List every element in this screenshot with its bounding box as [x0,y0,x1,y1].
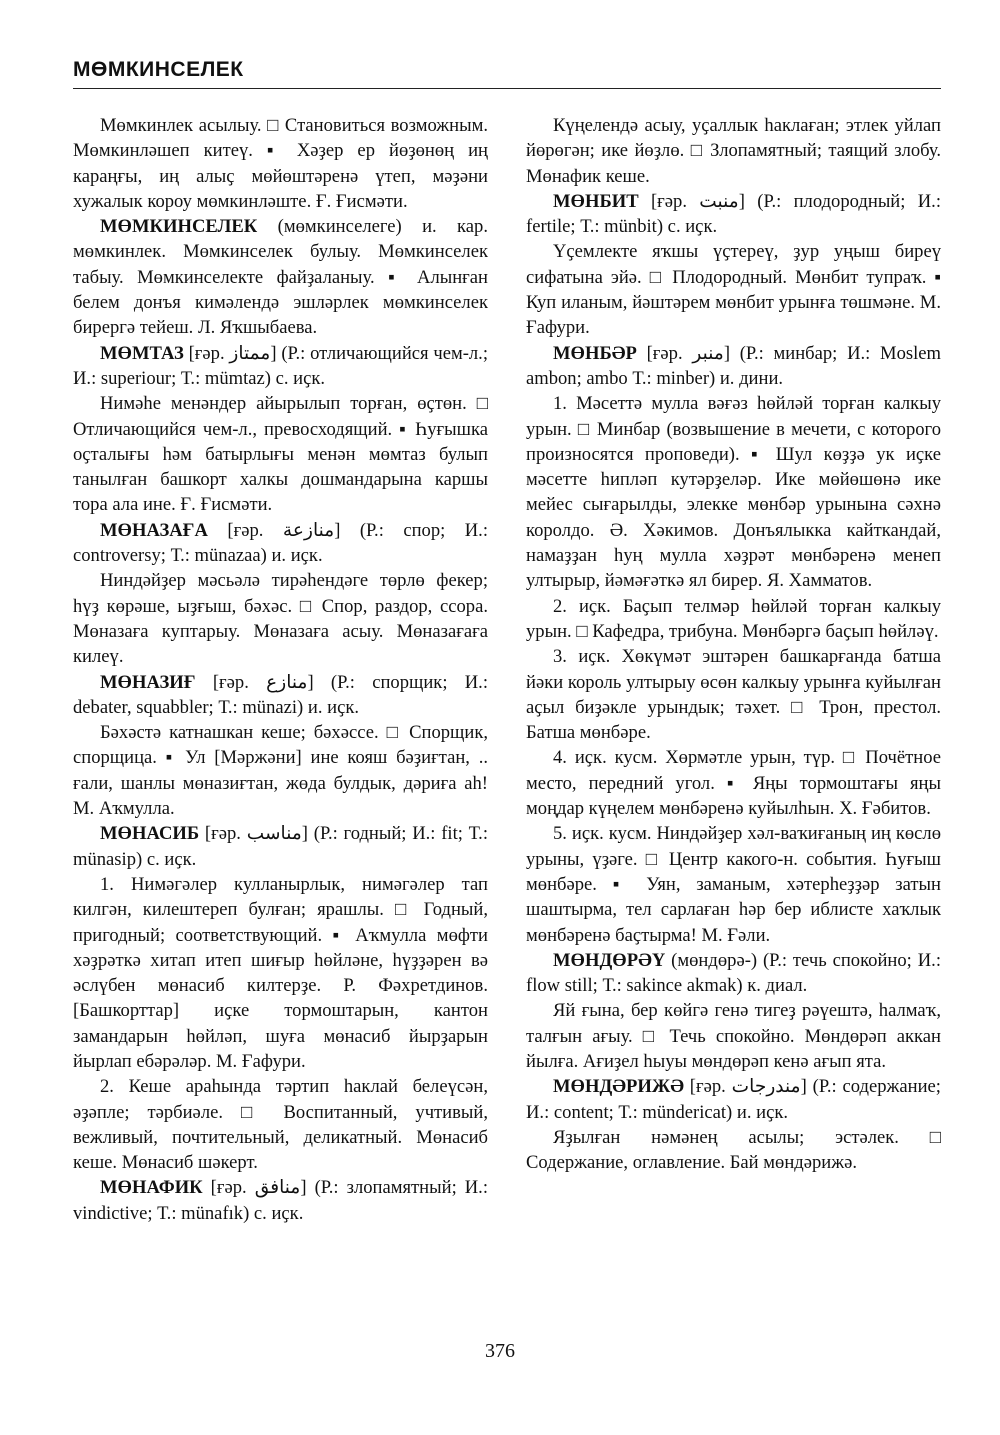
headword: МӨНДӘРИЖӘ [553,1076,684,1098]
entry-paragraph: Ниндәйҙер мәсьәлә тирәһендәге төрлө фекер; һүҙ көрәше, ыҙғыш, бәхәс. □ Спор, раздор, ссора. Мөназаға куптарыу. Мөназаға асыу. Мөназағаға килеү. [73,570,488,668]
dictionary-entry [73,670,488,822]
entry-grammar: [ғәр. منبر] (Р.: минбар; И.: Moslem ambon; ambo Т.: minber) и. дини. [526,342,941,389]
entry-sense: 1. Мәсеттә мулла вәғәз һөйләй торған калкыу урын. □ Минбар (возвышение в мечети, с которого произносятся проповеди). ▪ Шул көҙҙә ук иҫке мәсетте һипләп кутәрҙеләр. Ике мөйөшөнә ике мейес сығарылды, элекке мөнбәр урынына сәхнә королдо. Ә. Хәкимов. Донъялыкка кайткандай, намаҙҙан һуң мулла хәҙрәт мөнбәренә менеп ултырыр, йәмәғәткә ял бирер. Я. Хамматов. [526,393,941,592]
left-column [73,113,488,1226]
entry-sense: 2. Кеше араһында тәртип һаклай белеүсән, әҙәпле; тәрбиәле. □ Воспитанный, учтивый, вежливый, почтительный, деликатный. Мөнасиб кеше. Мөнасиб шәкерт. [73,1076,488,1174]
headword: МӨНАФИК [100,1177,203,1199]
entry-grammar: [ғәр. منبت] (Р.: плодородный; И.: fertile; Т.: münbit) с. иҫк. [526,190,941,238]
entry-paragraph: Яҙылған нәмәнең асылы; эстәлек. □ Содержание, оглавление. Бай мөндәрижә. [526,1126,941,1174]
entry-paragraph: Яй ғына, бер көйгә генә тигеҙ рәүештә, һалмаҡ, талғын ағыу. □ Течь спокойно. Мөндөрәп аккан йылға. Ағиҙел һыуы мөндөрәп кенә ағып ята. [526,1000,941,1072]
entry-paragraph: Күңелендә асыу, уҫаллык һаклаған; этлек уйлап йөрөгән; ике йөҙлө. □ Злопамятный; таящий злобу. Мөнафик кеше. [526,115,941,187]
entry-sense: 1. Нимәгәлер кулланырлык, нимәгәлер тап килгән, килештереп булған; ярашлы. □ Годный, пригодный; соответствующий. ▪ Аҡмулла мөфти хәҙрәткә хитап итеп шиғыр һөйләне, һүҙҙәрен вә әслүбен мөнасиб килтерҙе. Р. Фәхретдинов. [Башкорттар] иҫке тормоштарын, кантон замандарын һөйләп, шуға мөнасиб йырҙарын йырлап ебәрәләр. М. Ғафури. [73,873,488,1072]
headword: МӨНАСИБ [100,823,200,845]
headword: МӨНДӨРӘҮ [553,949,666,971]
headword: МӨМКИНСЕЛЕК [100,216,258,238]
entry-sense: 2. иҫк. Баҫып телмәр һөйләй торған калкыу урын. □ Кафедра, трибуна. Мөнбәргә баҫып һөйләү. [526,595,941,642]
entry-paragraph: Мөмкинлек асылыу. □ Становиться возможным. Мөмкинләшеп китеү. ▪ Хәҙер ер йөҙөнөң иң караңғы, иң алыҫ мөйөштәренә үтеп, мәҙәни хужалык короу мөмкинләште. Ғ. Ғисмәти. [73,115,488,212]
dictionary-entry [526,948,941,1074]
headword: МӨНАЗАҒА [100,519,208,541]
entry-grammar: [ғәр. مندرجات] (Р.: содержание; И.: content; Т.: mündericat) и. иҫк. [526,1076,941,1123]
dictionary-entry [73,341,488,518]
entry-sense: 3. иҫк. Хөкүмәт эштәрен башкарғанда батша йәки король ултырыу өсөн калкыу урынға куйылған аҫыл биҙәкле урындык; тәхет. □ Трон, престол. Батша мөнбәре. [526,646,941,744]
dictionary-entry [526,341,941,948]
entry-grammar: [ғәр. ممتاز] (Р.: отличающийся чем-л.; И.: superiour; Т.: mümtaz) с. иҫк. [73,342,488,389]
dictionary-entry [526,1074,941,1175]
headword: МӨНБИТ [553,190,639,212]
dictionary-entry [73,1175,488,1226]
entry-continuation [526,113,941,189]
entry-grammar: [ғәр. منافق] (Р.: злопамятный; И.: vindictive; Т.: münafık) с. иҫк. [73,1177,488,1224]
headword: МӨНАЗИҒ [100,671,196,693]
page-number: 376 [485,1340,515,1362]
dictionary-entry [73,821,488,1175]
header-rule [73,88,941,89]
entry-sense: 4. иҫк. кусм. Хөрмәтле урын, түр. □ Почётное место, передний угол. ▪ Яңы тормоштағы яңы моңдар күңелем мөнбәренә куйылһын. Х. Ғәбитов. [526,747,941,820]
entry-sense: 5. иҫк. кусм. Ниндәйҙер хәл-ваҡиғаның иң көслө урыны, үҙәге. □ Центр какого-н. события. Һуғыш мөнбәре. ▪ Уян, заманым, хәтерһеҙҙәр затын шаштырма, тел сарлаған һәр бер иблисте хаҡлык мөнбәренә баҫтырма! М. Ғәли. [526,823,941,946]
right-column [526,113,941,1175]
entry-grammar: [ғәр. منازع] (Р.: спорщик; И.: debater, squabbler; Т.: münazi) и. иҫк. [73,671,488,718]
dictionary-entry [73,518,488,670]
entry-continuation [73,113,488,214]
running-title: МӨМКИНСЕЛЕК [73,58,244,81]
entry-paragraph: Үҫемлекте яҡшы үҫтереү, ҙур уңыш биреү сифатына эйә. □ Плодородный. Мөнбит тупраҡ. ▪ Куп иланым, йәштәрем мөнбит урынға төшмәне. М. Ғафури. [526,241,941,339]
headword: МӨМТАЗ [100,342,184,364]
entry-grammar: [ғәр. مناسب] (Р.: годный; И.: fit; Т.: münasip) с. иҫк. [73,823,488,870]
entry-grammar: [ғәр. منازعة] (Р.: спор; И.: controversy; Т.: münazaa) и. иҫк. [73,519,488,567]
entry-grammar: (мөндөрә-) (Р.: течь спокойно; И.: flow still; Т.: sakince akmak) к. диал. [526,949,941,997]
entry-paragraph: Нимәһе менәндер айырылып торған, өҫтөн. □ Отличающийся чем-л., превосходящий. ▪ Һуғышка оҫталығы һәм батырлығы менән мөмтаз булып танылған башкорт халкы дошмандарына каршы тора ала ине. Ғ. Ғисмәти. [73,393,488,516]
dictionary-entry [73,214,488,340]
dictionary-entry [526,189,941,341]
entry-definition: (мөмкинселеге) и. кар. мөмкинлек. Мөмкинселек булыу. Мөмкинселек табыу. Мөмкинселекте файҙаланыу. ▪ Алынған белем донъя кимәлендә эшләрлек мөмкинселек бирергә тейеш. Л. Яҡшыбаева. [73,216,488,339]
headword: МӨНБӘР [553,342,637,364]
entry-paragraph: Бәхәстә катнашкан кеше; бәхәссе. □ Спорщик, спорщица. ▪ Ул [Мәржәни] ине кояш бәҙиғтан, .. ғали, шанлы мөназиғтан, жөда булдык, дәриға аһ! М. Аҡмулла. [73,722,488,820]
